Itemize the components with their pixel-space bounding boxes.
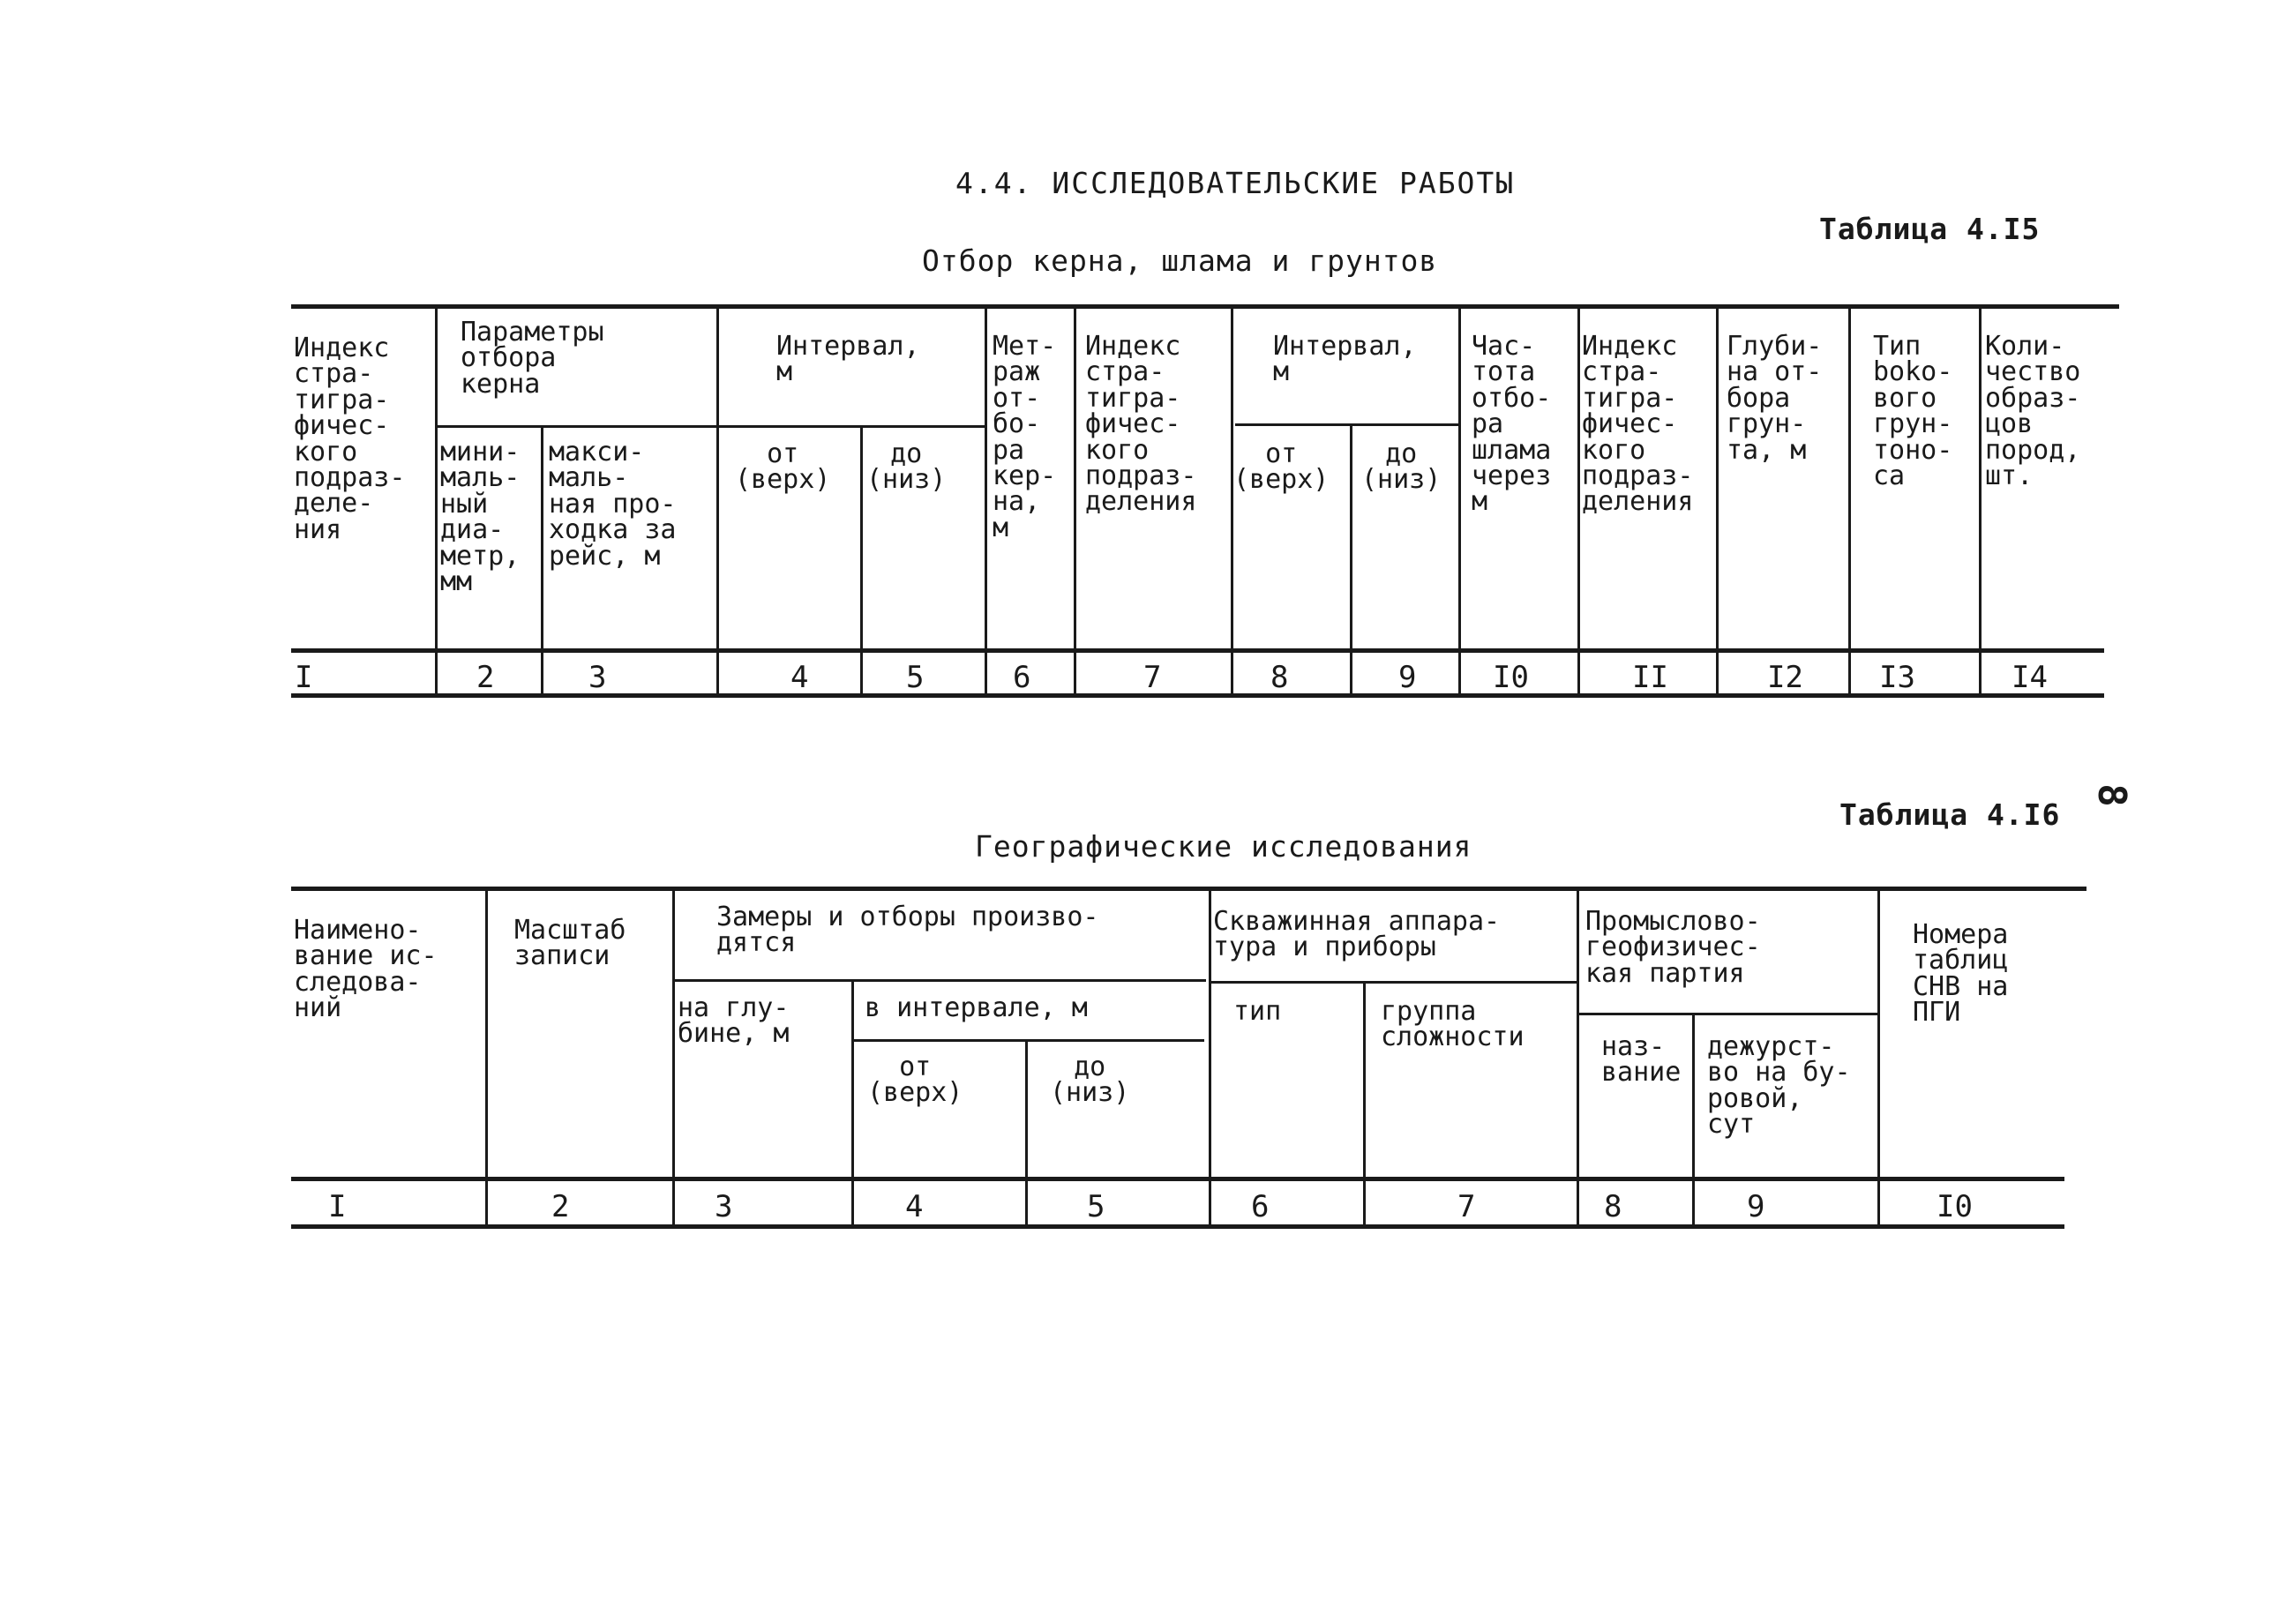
table1-header-interval-group-1: Интервал, м (776, 331, 920, 388)
table2-vline (485, 887, 488, 1226)
table2-vline (851, 979, 854, 1226)
table1-vline (1577, 304, 1580, 695)
table2-colnum: 2 (551, 1189, 570, 1224)
table2-vline (1877, 887, 1880, 1226)
table1-vline (1350, 423, 1352, 695)
table2-subhead-rule-b (1209, 981, 1579, 984)
table2-colnum: 4 (905, 1189, 924, 1224)
table1-vline (860, 425, 863, 695)
table1-header-bottom-rule (291, 648, 2104, 653)
table1-colnum: 6 (1013, 660, 1031, 695)
table1-colnum: 5 (906, 660, 925, 695)
table1-colnum: 7 (1143, 660, 1162, 695)
table2-vline (1577, 887, 1579, 1226)
table1-subhead-rule-a (437, 425, 985, 428)
table2-colnum: I0 (1937, 1189, 1973, 1224)
table1-header-from-top-2: от (верх) (1233, 438, 1330, 496)
table1-header-soil-sampling-depth: Глуби- на от- бора грун- та, м (1727, 331, 1823, 466)
table2-header-from-top: от (верх) (867, 1051, 963, 1109)
table2-colnum: 6 (1251, 1189, 1270, 1224)
table2-header-survey-name: Наимено- вание ис- следова- ний (294, 915, 438, 1024)
table2-header-snv-table-numbers: Номера таблиц СНВ на ПГИ (1913, 919, 2009, 1029)
table1-label: Таблица 4.I5 (1819, 212, 2041, 246)
table2-header-downhole-equipment-group: Скважинная аппара- тура и приборы (1213, 906, 1501, 963)
table1-colnum: II (1632, 660, 1668, 695)
page-number: 8 (2088, 783, 2134, 807)
table1-vline (1848, 304, 1851, 695)
table1-colnum: 8 (1270, 660, 1289, 695)
table2-header-type: тип (1233, 996, 1282, 1027)
table1-top-rule (291, 304, 2119, 309)
table1-colnum: I3 (1879, 660, 1915, 695)
table1-header-interval-group-2: Интервал, м (1273, 331, 1417, 388)
table1-header-to-bottom-2: до (низ) (1361, 438, 1442, 496)
table2-colnum: 9 (1747, 1189, 1765, 1224)
table2-subhead-rule-d (851, 1039, 1204, 1042)
table2-caption: Географические исследования (975, 829, 1472, 864)
table1-vline (1074, 304, 1076, 695)
table2-header-party-name: наз- вание (1601, 1031, 1682, 1089)
table2-vline (1363, 981, 1366, 1226)
table1-colnum: 2 (476, 660, 495, 695)
table1-header-stratigraphic-index-2: Индекс стра- тигра- фичес- кого подраз- деления (1085, 331, 1197, 518)
table2-colnum: 8 (1604, 1189, 1622, 1224)
table2-header-at-depth: на глу- бине, м (678, 992, 790, 1050)
table1-colnum: I2 (1767, 660, 1803, 695)
table2-colnum: 7 (1457, 1189, 1476, 1224)
table2-vline (1025, 1039, 1028, 1226)
table1-colnum: I (295, 660, 313, 695)
table2-bottom-rule (291, 1224, 2064, 1229)
table1-colnum: 9 (1398, 660, 1417, 695)
table2-header-recording-scale: Масштаб записи (514, 915, 626, 972)
table1-vline (541, 425, 543, 695)
table1-vline (1979, 304, 1982, 695)
table2-header-rig-duty-days: дежурст- во на бу- ровой, сут (1707, 1031, 1851, 1141)
table2-vline (1692, 1013, 1695, 1226)
table2-header-measurements-group: Замеры и отборы произво- дятся (716, 902, 1099, 959)
table1-header-max-run: макси- маль- ная про- ходка за рейс, м (549, 437, 677, 572)
table1-colnum: 3 (588, 660, 607, 695)
table1-vline (985, 304, 987, 695)
table1-colnum: I4 (2012, 660, 2048, 695)
table1-header-stratigraphic-index-3: Индекс стра- тигра- фичес- кого подраз- деления (1582, 331, 1694, 518)
table2-subhead-rule-c (1579, 1013, 1877, 1015)
table1-header-stratigraphic-index: Индекс стра- тигра- фичес- кого подраз- деле- ния (294, 333, 406, 545)
table2-colnum: 3 (715, 1189, 733, 1224)
table2-header-bottom-rule (291, 1177, 2064, 1181)
table1-vline (435, 304, 438, 695)
table2-subhead-rule-a (672, 979, 1206, 982)
table1-header-core-params-group: Параметры отбора керна (461, 317, 604, 400)
table1-colnum: I0 (1493, 660, 1529, 695)
table1-header-from-top-1: от (верх) (735, 438, 831, 496)
table2-header-in-interval-group: в интервале, м (865, 992, 1088, 1023)
table2-colnum: 5 (1087, 1189, 1105, 1224)
table1-caption: Отбор керна, шлама и грунтов (922, 243, 1438, 278)
table1-subhead-rule-b (1235, 423, 1460, 426)
table2-vline (1209, 887, 1211, 1226)
table1-header-to-bottom-1: до (низ) (866, 438, 947, 496)
table1-header-min-diameter: мини- маль- ный диа- метр, мм (440, 437, 521, 597)
table1-vline (716, 304, 719, 695)
table1-vline (1458, 304, 1461, 695)
table2-label: Таблица 4.I6 (1839, 797, 2061, 832)
section-title: 4.4. ИССЛЕДОВАТЕЛЬСКИЕ РАБОТЫ (955, 166, 1516, 200)
table1-header-sample-count: Коли- чество образ- цов пород, шт. (1985, 331, 2081, 491)
table2-top-rule (291, 887, 2086, 891)
table2-vline (672, 887, 675, 1226)
table2-header-geophysical-party-group: Промыслово- геофизичес- кая партия (1585, 906, 1761, 989)
table1-header-sidewall-sampler-type: Тип boko- вого грун- тоно- са (1873, 331, 1953, 491)
table2-header-to-bottom: до (низ) (1050, 1051, 1130, 1109)
table1-header-core-footage: Мет- раж от- бо- ра кер- на, м (993, 331, 1057, 543)
table1-vline (1716, 304, 1719, 695)
table1-bottom-rule (291, 693, 2104, 698)
table2-colnum: I (328, 1189, 347, 1224)
table1-vline (1231, 304, 1233, 695)
table1-header-cuttings-frequency: Час- тота отбо- ра шлама через м (1472, 331, 1552, 518)
table1-colnum: 4 (790, 660, 809, 695)
table2-header-complexity-group: группа сложности (1381, 996, 1525, 1053)
